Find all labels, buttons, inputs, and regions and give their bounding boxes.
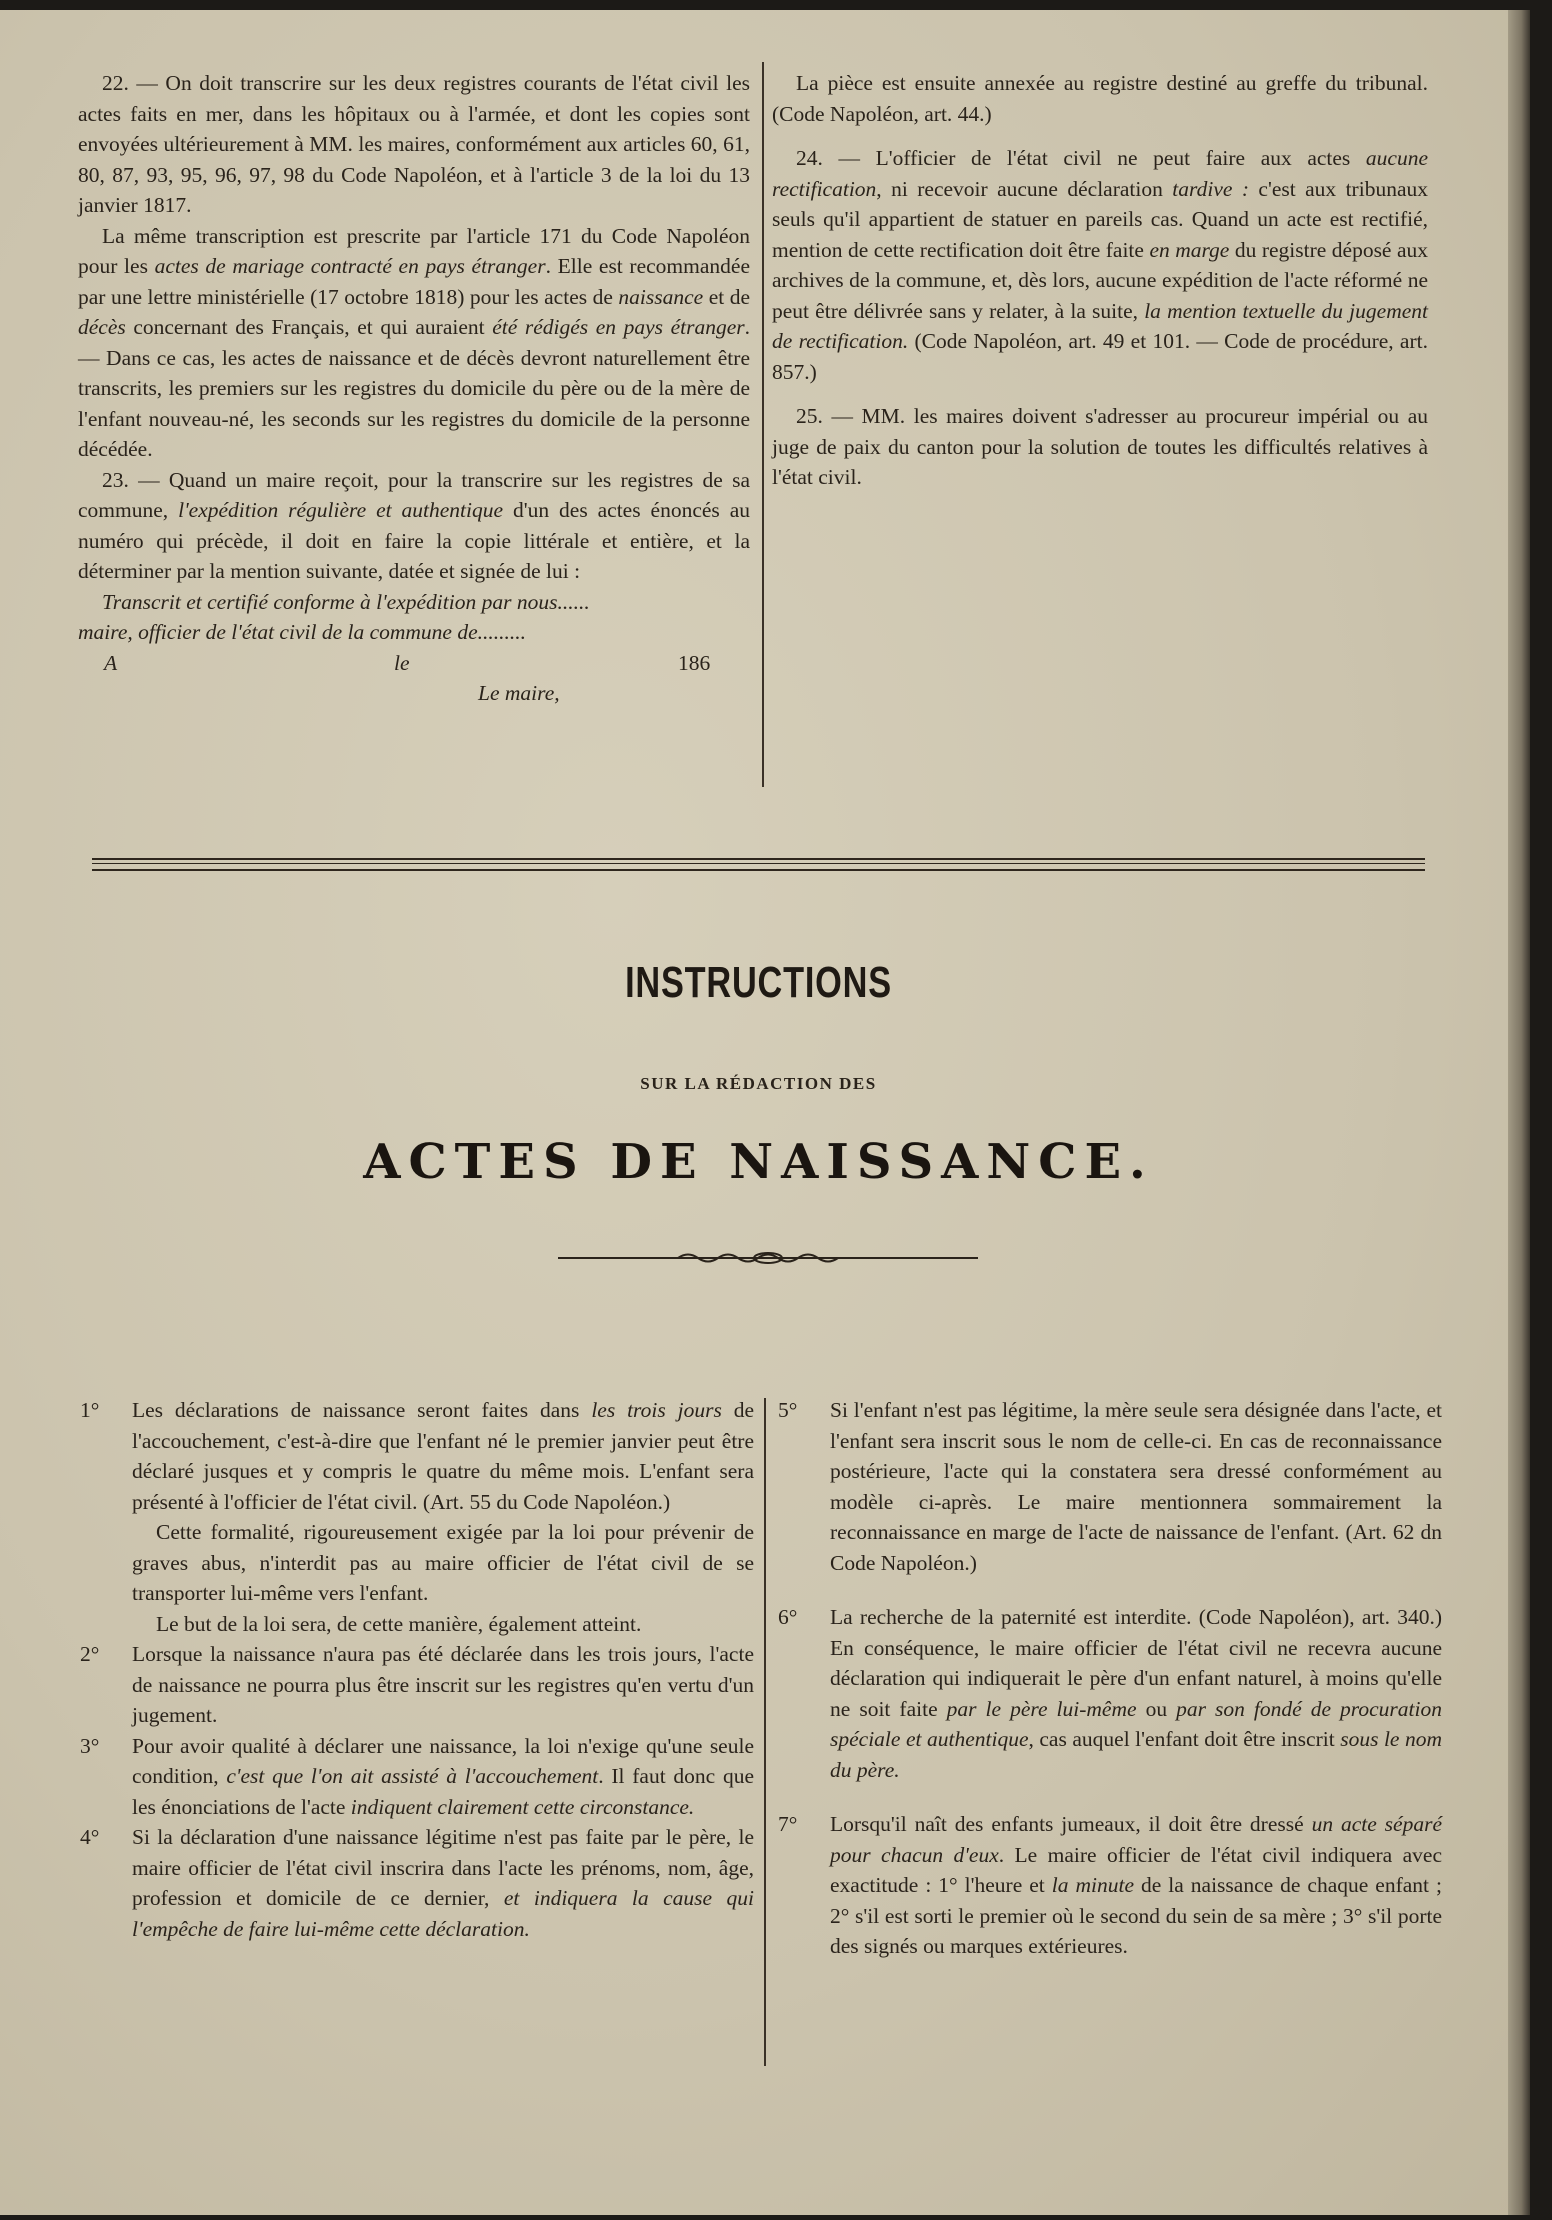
item-number: 5° [778, 1398, 798, 1422]
item-number: 1° [80, 1398, 100, 1422]
formula-signature: Le maire, [478, 680, 560, 705]
heading-subtitle: SUR LA RÉDACTION DES [640, 1074, 877, 1093]
bottom-right-column [778, 1395, 1442, 1962]
paragraph-24: 24. — L'officier de l'état civil ne peut faire aux actes aucune rectification, ni recevoir aucune déclaration tardive : c'est aux tribunaux seuls qu'il appartient de statuer en pareils cas. Quand un acte est rectifié, mention de cette rectification doit être faite en marge du registre déposé aux archives de la commune, et, dès lors, aucune expédition de l'acte réformé ne peut être délivrée sans y relater, à la suite, la mention textuelle du jugement de rectification. (Code Napoléon, art. 49 et 101. — Code de procédure, art. 857.) [772, 146, 1429, 384]
paragraph-22: 22. — On doit transcrire sur les deux registres courants de l'état civil les actes faits en mer, dans les hôpitaux ou à l'armée, et dont les copies sont envoyées ultérieurement à MM. les maires, conformément aux articles 60, 61, 80, 87, 93, 95, 96, 97, 98 du Code Napoléon, et à l'article 3 de la loi du 13 janvier 1817. [78, 71, 750, 217]
section-separator [92, 858, 1425, 871]
page-edge [1508, 10, 1530, 2215]
document-page [0, 10, 1530, 2215]
heading-title: INSTRUCTIONS [625, 958, 892, 1007]
item-4: 4° Si la déclaration d'une naissance légitime n'est pas faite par le père, le maire officier de l'état civil inscrira dans l'acte les prénoms, nom, âge, profession et domicile de ce dernier, et indiquera la cause qui l'empêche de faire lui-même cette déclaration. [80, 1822, 754, 1944]
bottom-left-column [80, 1395, 754, 1944]
item-number: 7° [778, 1812, 798, 1836]
item-1-paragraph-3: Le but de la loi sera, de cette manière, également atteint. [156, 1611, 642, 1636]
paragraph-22-continued: La même transcription est prescrite par l'article 171 du Code Napoléon pour les actes de mariage contracté en pays étranger. Elle est recommandée par une lettre ministérielle (17 octobre 1818) pour les actes de naissance et de décès concernant des Français, et qui auraient été rédigés en pays étranger. — Dans ce cas, les actes de naissance et de décès devront naturellement être transcrits, les premiers sur les registres du domicile du père ou de la mère de l'enfant nouveau-né, les seconds sur les registres du domicile de la personne décédée. [78, 223, 751, 461]
paragraph-23-end: La pièce est ensuite annexée au registre destiné au greffe du tribunal. (Code Napoléon, art. 44.) [772, 71, 1428, 126]
item-2: 2° Lorsque la naissance n'aura pas été déclarée dans les trois jours, l'acte de naissance ne pourra plus être inscrit sur les registres qu'en vertu d'un jugement. [80, 1639, 754, 1731]
top-right-column [772, 68, 1428, 493]
item-1: 1° Les déclarations de naissance seront faites dans les trois jours de l'accouchement, c'est-à-dire que l'enfant né le premier janvier peut être déclaré jusques et y compris le quatre du même mois. L'enfant sera présenté à l'officier de l'état civil. (Art. 55 du Code Napoléon.) Cette formalité, rigoureusement exigée par la loi pour prévenir de graves abus, n'interdit pas au maire officier de l'état civil de se transporter lui-même vers l'enfant. Le but de la loi sera, de cette manière, également atteint. [80, 1395, 754, 1639]
paragraph-23: 23. — Quand un maire reçoit, pour la transcrire sur les registres de sa commune, l'expédition régulière et authentique d'un des actes énoncés au numéro qui précède, il doit en faire la copie littérale et entière, et la déterminer par la mention suivante, datée et signée de lui : [78, 467, 750, 583]
item-number: 3° [80, 1733, 100, 1758]
top-left-column [78, 68, 750, 708]
formula-line-1: Transcrit et certifié conforme à l'expédition par nous...... [102, 589, 590, 614]
item-7: 7° Lorsqu'il naît des enfants jumeaux, il doit être dressé un acte séparé pour chacun d'eux. Le maire officier de l'état civil indiquera avec exactitude : 1° l'heure et la minute de la naissance de chaque enfant ; 2° s'il est sorti le premier où le second du sein de sa mère ; 3° s'il porte des signés ou marques extérieures. [778, 1809, 1442, 1962]
item-6: 6° La recherche de la paternité est interdite. (Code Napoléon), art. 340.) En conséquence, le maire officier de l'état civil ne recevra aucune déclaration qui indiquerait le père d'un enfant naturel, à moins qu'elle ne soit faite par le père lui-même ou par son fondé de procuration spéciale et authentique, cas auquel l'enfant doit être inscrit sous le nom du père. [778, 1602, 1442, 1785]
item-3: 3° Pour avoir qualité à déclarer une naissance, la loi n'exige qu'une seule condition, c'est que l'on ait assisté à l'accouchement. Il faut donc que les énonciations de l'acte indiquent clairement cette circonstance. [80, 1731, 754, 1823]
item-5: 5° Si l'enfant n'est pas légitime, la mère seule sera désignée dans l'acte, et l'enfant sera inscrit sous le nom de celle-ci. En cas de reconnaissance postérieure, l'acte qui la constatera sera dressé conformément au modèle ci-après. Le maire mentionnera sommairement la reconnaissance en marge de l'acte de naissance de l'enfant. (Art. 62 dn Code Napoléon.) [778, 1395, 1442, 1578]
item-number: 6° [778, 1605, 798, 1629]
item-number: 4° [80, 1825, 100, 1849]
formula-line-2: maire, officier de l'état civil de la commune de......... [78, 620, 527, 644]
bottom-column-divider [764, 1398, 766, 2066]
ornament-divider-icon [558, 1248, 978, 1268]
formula-line-3: A le 186 [104, 650, 711, 675]
paragraph-25: 25. — MM. les maires doivent s'adresser au procureur impérial ou au juge de paix du canton pour la solution de toutes les difficultés relatives à l'état civil. [772, 404, 1428, 489]
top-column-divider [762, 62, 764, 787]
heading-main: ACTES DE NAISSANCE. [363, 1134, 1154, 1190]
item-number: 2° [80, 1642, 100, 1666]
item-1-paragraph-2: Cette formalité, rigoureusement exigée par la loi pour prévenir de graves abus, n'interdit pas au maire officier de l'état civil de se transporter lui-même vers l'enfant. [132, 1520, 754, 1605]
